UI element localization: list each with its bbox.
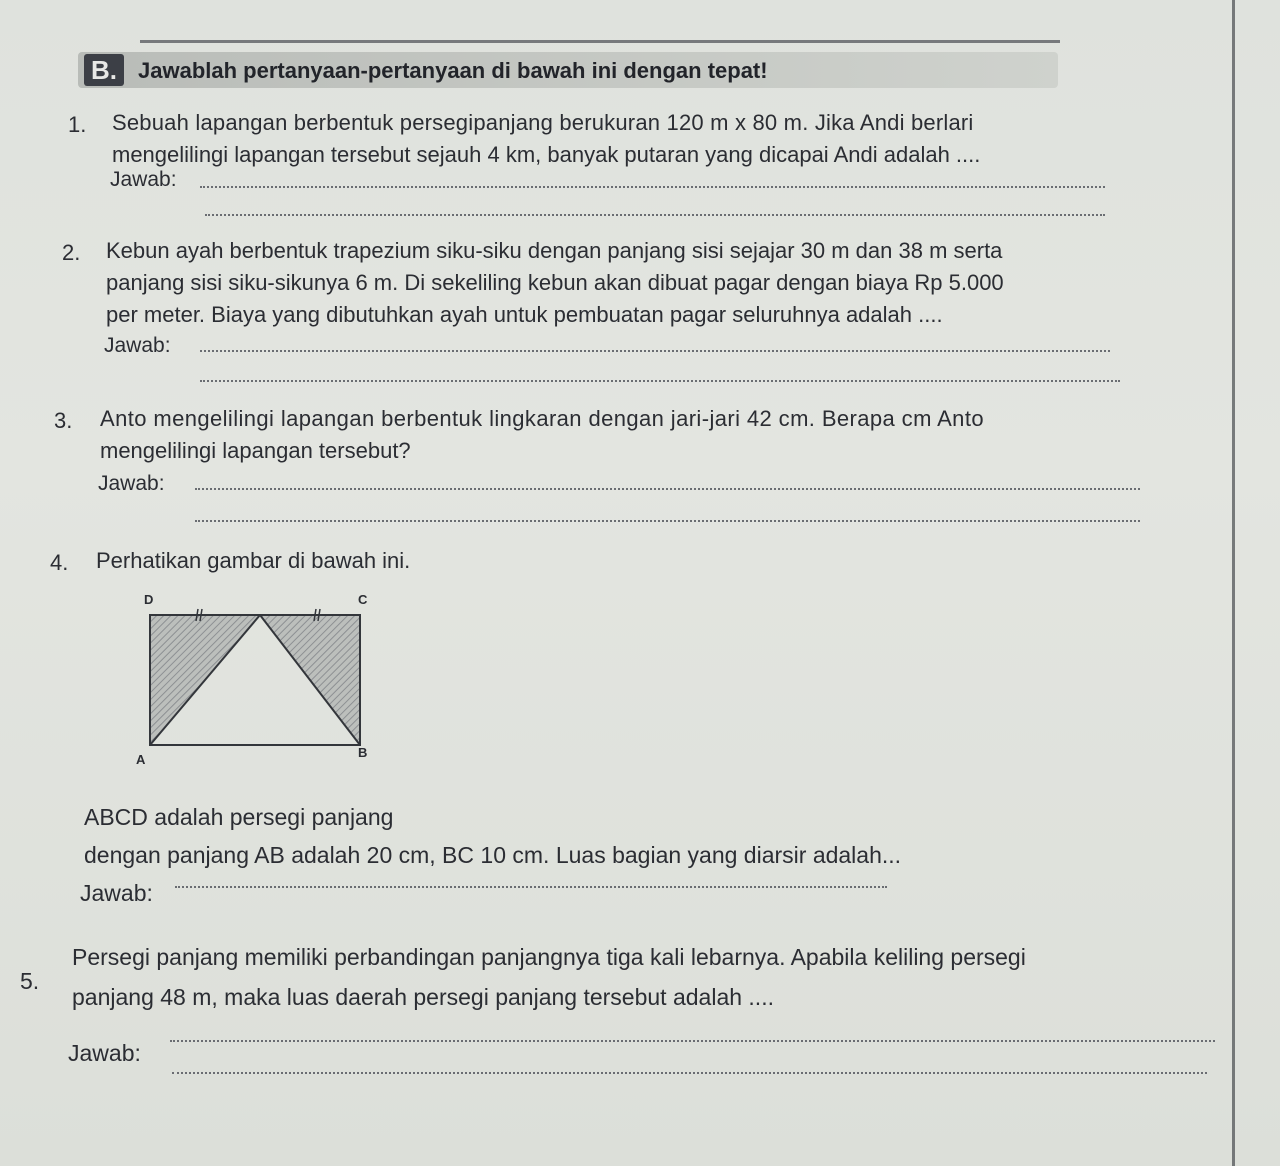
label-c: C <box>358 592 368 607</box>
question-5-answer-line-2[interactable] <box>172 1072 1207 1074</box>
question-4-answer-label: Jawab: <box>80 880 153 906</box>
section-title: Jawablah pertanyaan-pertanyaan di bawah ini dengan tepat! <box>138 58 768 83</box>
question-3-answer-line-1[interactable] <box>195 488 1140 490</box>
question-5-answer-line-1[interactable] <box>170 1040 1215 1042</box>
question-3-answer-line-2[interactable] <box>195 520 1140 522</box>
question-4-text-1: ABCD adalah persegi panjang <box>84 804 394 830</box>
question-2-line-3: per meter. Biaya yang dibutuhkan ayah untuk pembuatan pagar seluruhnya adalah .... <box>106 302 943 327</box>
label-a: A <box>136 752 146 767</box>
question-4-text-2: dengan panjang AB adalah 20 cm, BC 10 cm. Luas bagian yang diarsir adalah... <box>84 842 902 868</box>
label-b: B <box>358 745 368 760</box>
question-1-answer-label: Jawab: <box>110 168 177 191</box>
rectangle-figure <box>130 585 380 775</box>
question-2-line-2: panjang sisi siku-sikunya 6 m. Di sekeliling kebun akan dibuat pagar dengan biaya Rp 5.000 <box>106 270 1004 295</box>
question-1-answer-line-1[interactable] <box>200 186 1105 188</box>
question-5-line-1: Persegi panjang memiliki perbandingan panjangnya tiga kali lebarnya. Apabila keliling persegi <box>72 944 1026 970</box>
question-5-number: 5. <box>20 968 40 994</box>
question-2-answer-label: Jawab: <box>104 334 171 357</box>
question-3-answer-label: Jawab: <box>98 472 165 495</box>
margin-line <box>1232 0 1235 1166</box>
section-letter: B. <box>84 54 124 86</box>
question-5-answer-label: Jawab: <box>68 1040 141 1066</box>
question-1-line-1: Sebuah lapangan berbentuk persegipanjang berukuran 120 m x 80 m. Jika Andi berlari <box>112 110 974 135</box>
question-3-line-2: mengelilingi lapangan tersebut? <box>100 438 411 463</box>
question-4-number: 4. <box>50 550 69 575</box>
question-1-answer-line-2[interactable] <box>205 214 1105 216</box>
question-2-answer-line-2[interactable] <box>200 380 1120 382</box>
question-3-line-1: Anto mengelilingi lapangan berbentuk lingkaran dengan jari-jari 42 cm. Berapa cm Anto <box>100 406 984 431</box>
question-2-number: 2. <box>62 240 81 265</box>
top-rule <box>140 40 1060 43</box>
question-4-line-1: Perhatikan gambar di bawah ini. <box>96 548 411 573</box>
question-3-number: 3. <box>54 408 73 433</box>
label-d: D <box>144 592 154 607</box>
question-2-line-1: Kebun ayah berbentuk trapezium siku-siku dengan panjang sisi sejajar 30 m dan 38 m serta <box>106 238 1003 263</box>
question-5-line-2: panjang 48 m, maka luas daerah persegi panjang tersebut adalah .... <box>72 984 774 1010</box>
question-2-answer-line-1[interactable] <box>200 350 1110 352</box>
question-1-line-2: mengelilingi lapangan tersebut sejauh 4 km, banyak putaran yang dicapai Andi adalah .... <box>112 142 981 167</box>
question-4-answer-line[interactable] <box>175 886 887 888</box>
question-1-number: 1. <box>68 112 87 137</box>
